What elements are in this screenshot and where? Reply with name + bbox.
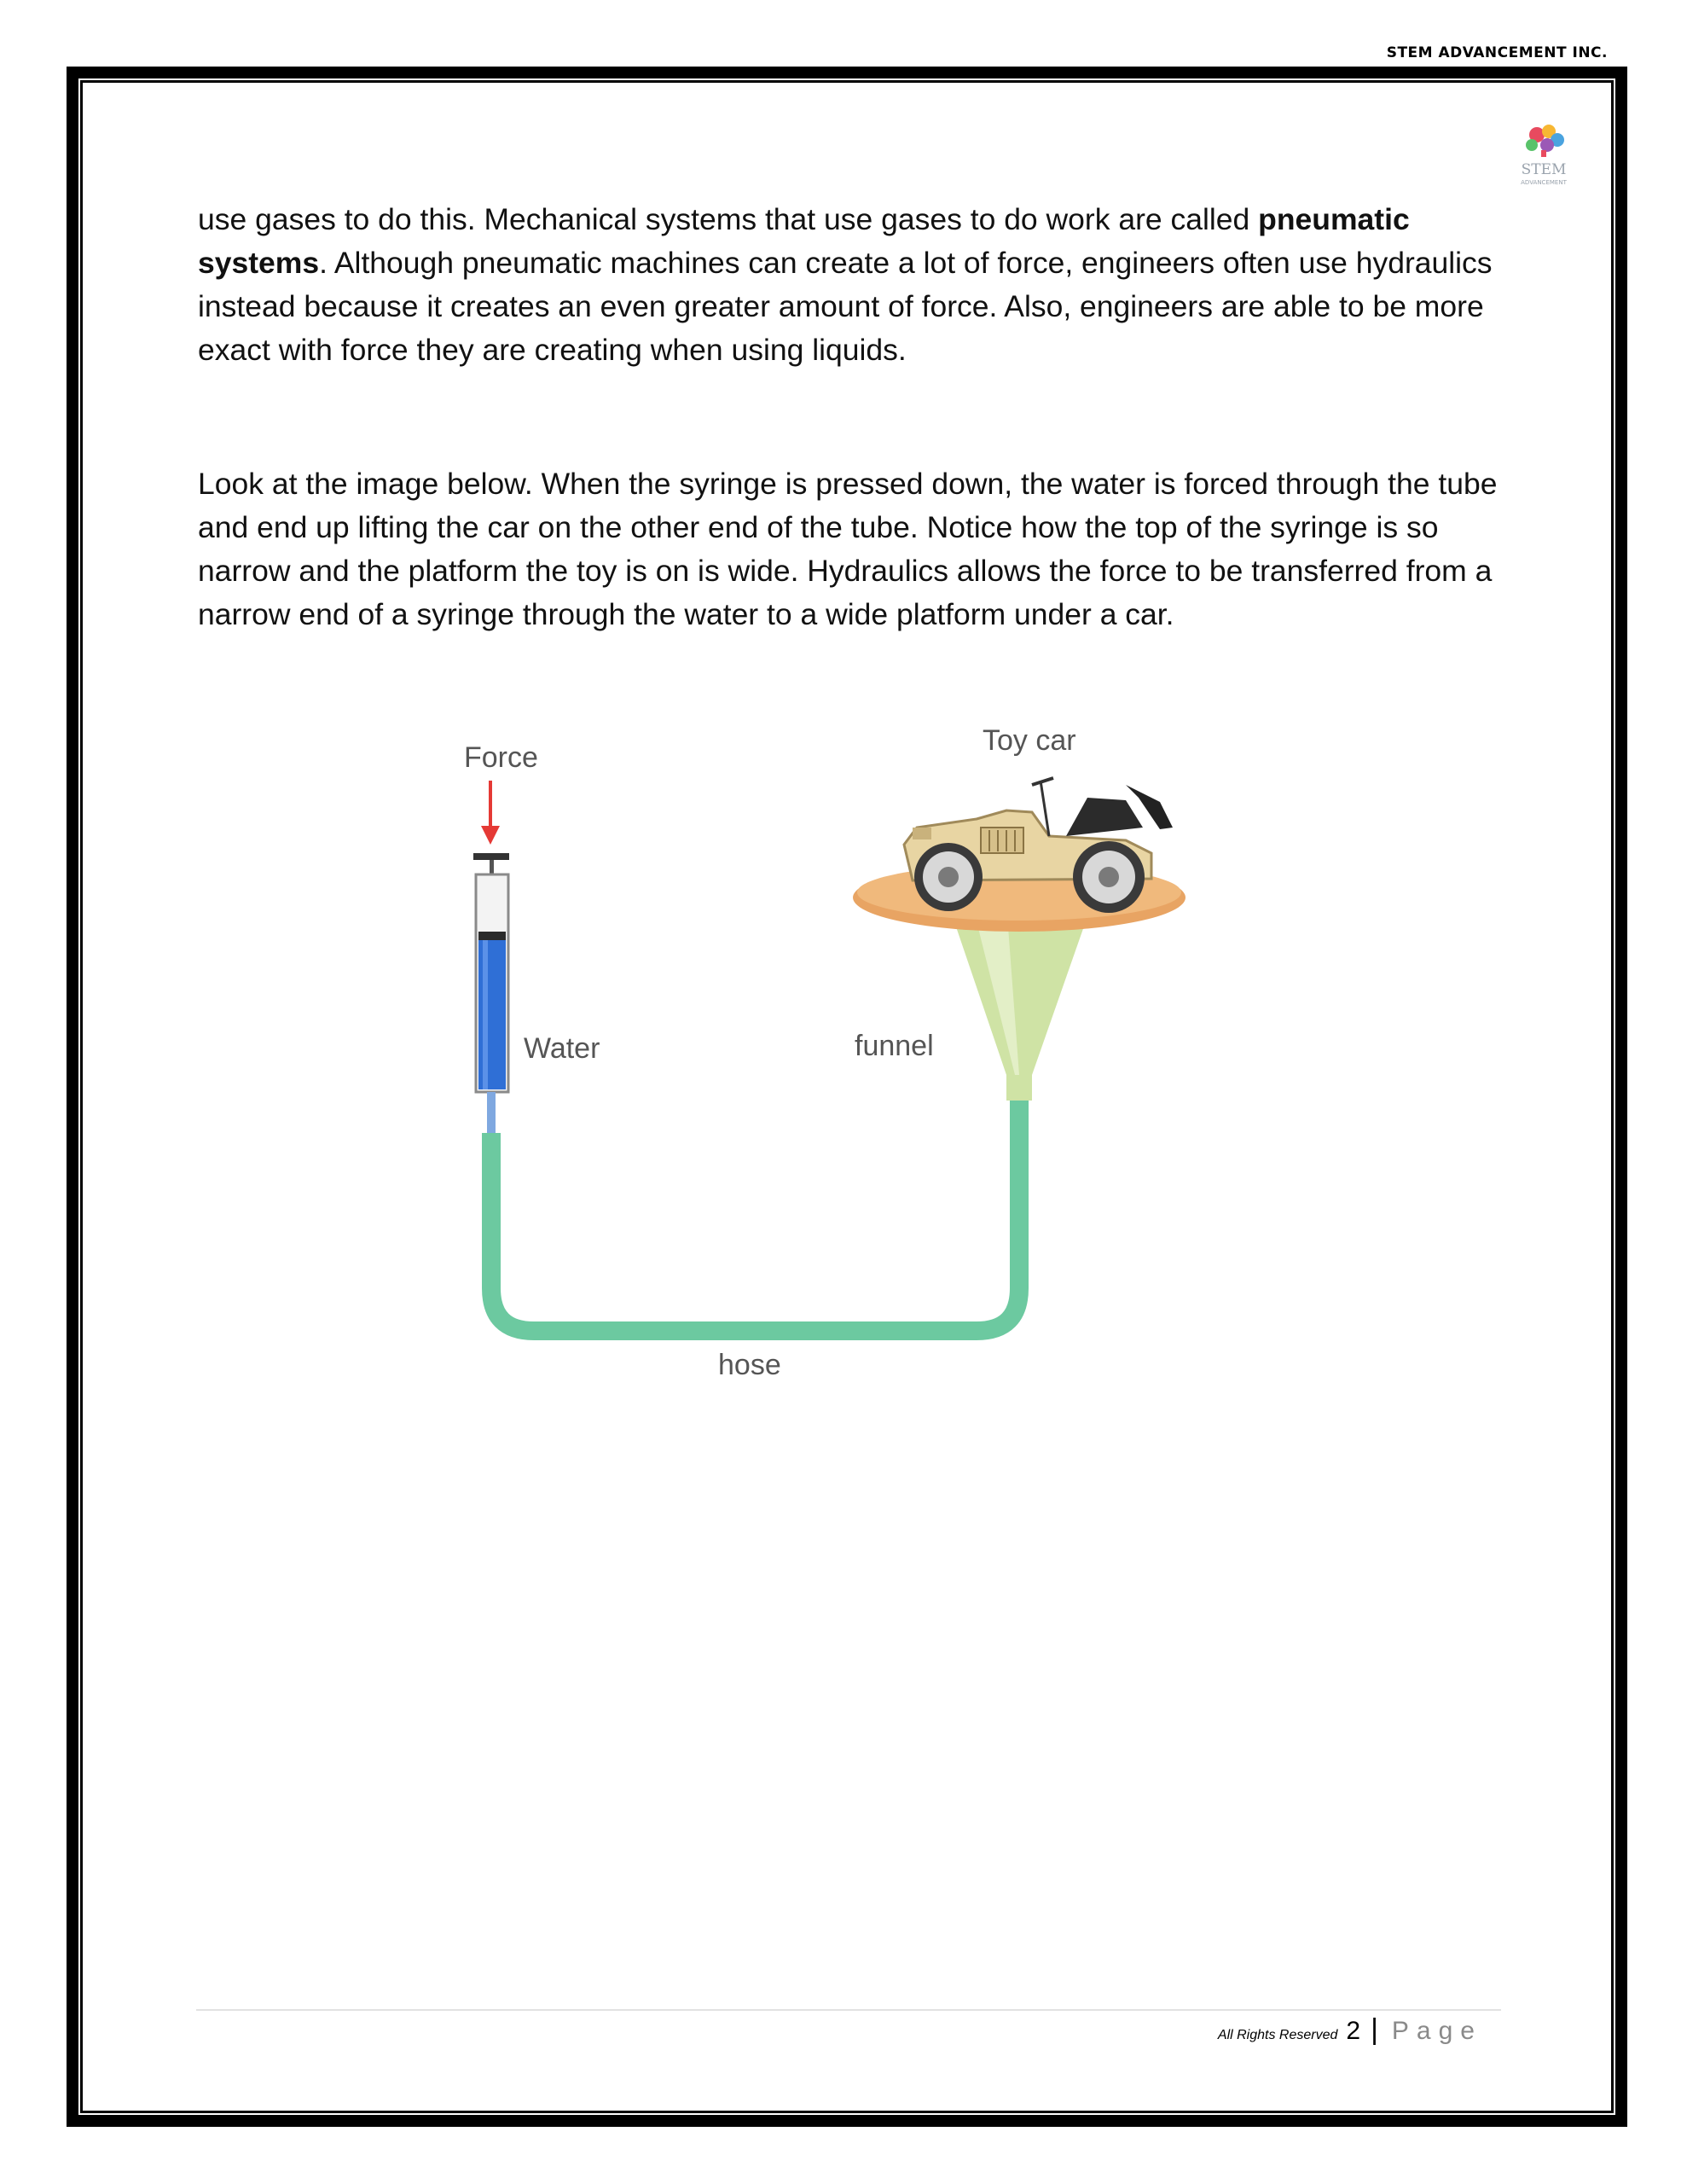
funnel-label: funnel bbox=[855, 1030, 934, 1062]
syringe bbox=[473, 853, 509, 1135]
logo-subtext: ADVANCEMENT bbox=[1521, 179, 1567, 186]
car-grille bbox=[981, 828, 1023, 853]
syringe-piston bbox=[478, 932, 506, 940]
footer-rights: All Rights Reserved bbox=[1217, 2028, 1338, 2042]
footer-page-word: Page bbox=[1391, 2017, 1482, 2045]
paragraph-1-part-2: . Although pneumatic machines can create a lot of force, engineers often use hydraulics instead because it creates an even greater amount of force. Also, engineers are able to be more exact with force they are creating when using liquids. bbox=[198, 246, 1493, 367]
logo-text: STEM bbox=[1521, 161, 1567, 178]
car-front-wheel bbox=[914, 843, 983, 911]
footer-separator: | bbox=[1371, 2013, 1378, 2046]
syringe-water bbox=[478, 940, 506, 1089]
hydraulic-lift-diagram bbox=[452, 700, 1186, 1450]
paragraph-1-part-1: use gases to do this. Mechanical systems that use gases to do work are called bbox=[198, 202, 1259, 236]
syringe-nozzle bbox=[487, 1092, 496, 1135]
syringe-plunger-top bbox=[473, 853, 509, 860]
hose-label: hose bbox=[718, 1349, 781, 1381]
syringe-water-highlight bbox=[483, 940, 488, 1089]
paragraph-1-bold-term: pneumatic systems bbox=[198, 202, 1410, 280]
logo-blob-green bbox=[1526, 139, 1538, 151]
footer-rule bbox=[196, 2009, 1501, 2011]
force-arrow-icon bbox=[481, 826, 500, 845]
logo-stem bbox=[1541, 150, 1546, 157]
paragraph-hydraulics-image-intro: Look at the image below. When the syringe is pressed down, the water is forced through the tube and end up lifting the car on the other end of the tube. Notice how the top of the syringe is so narrow and the platform the toy is on is wide. Hydraulics allows the force to be transferred from a narrow end of a syringe through the water to a wide platform under a car. bbox=[198, 467, 1498, 631]
page-footer bbox=[1218, 2013, 1482, 2047]
hose-tube bbox=[491, 1101, 1019, 1331]
funnel-shape bbox=[948, 904, 1092, 1101]
car-rear-wheel bbox=[1073, 841, 1145, 913]
logo-blob-purple bbox=[1540, 138, 1554, 152]
water-label: Water bbox=[524, 1032, 600, 1065]
footer-page-number: 2 bbox=[1346, 2017, 1361, 2045]
car-steering-wheel bbox=[1032, 778, 1053, 785]
toy-car-label: Toy car bbox=[983, 724, 1076, 757]
force-label: Force bbox=[464, 741, 538, 774]
car-seat bbox=[1066, 798, 1143, 836]
stem-advancement-logo bbox=[1503, 119, 1585, 188]
brain-icon bbox=[1526, 125, 1564, 157]
car-headlight bbox=[913, 828, 931, 839]
paragraph-pneumatic bbox=[198, 198, 1503, 372]
header-company-name: STEM ADVANCEMENT INC. bbox=[1386, 44, 1608, 61]
